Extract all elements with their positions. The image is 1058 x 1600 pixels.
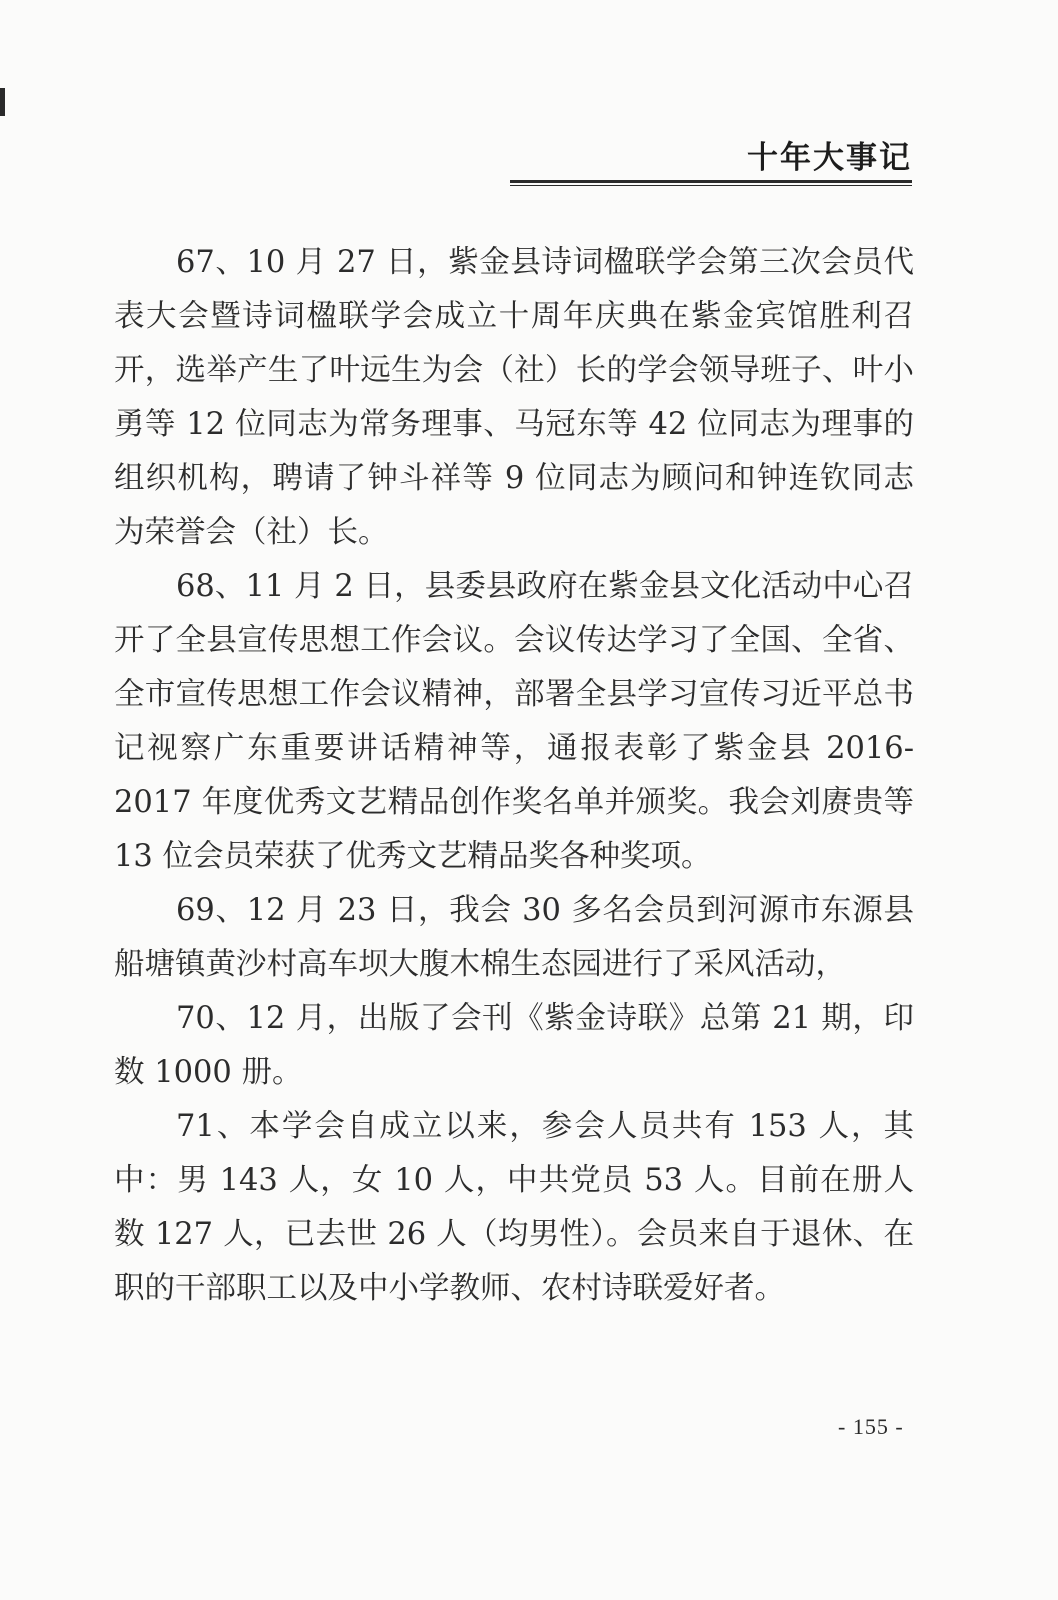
entry-71: 71、本学会自成立以来，参会人员共有 153 人，其中：男 143 人，女 10 人，中共党员 53 人。目前在册人数 127 人，已去世 26 人（均男性）。会员来自于退休、在职的干部职工以及中小学教师、农村诗联爱好者。 — [114, 1109, 914, 1306]
page-edge-mark — [0, 88, 5, 116]
header-rule — [510, 180, 912, 186]
entry-67: 67、10 月 27 日，紫金县诗词楹联学会第三次会员代表大会暨诗词楹联学会成立十周年庆典在紫金宾馆胜利召开，选举产生了叶远生为会（社）长的学会领导班子、叶小勇等 12 位同志为常务理事、马冠东等 42 位同志为理事的组织机构，聘请了钟斗祥等 9 位同志为顾问和钟连钦同志为荣誉会（社）长。 — [114, 245, 914, 550]
entry-68: 68、11 月 2 日，县委县政府在紫金县文化活动中心召开了全县宣传思想工作会议。会议传达学习了全国、全省、全市宣传思想工作会议精神，部署全县学习宣传习近平总书记视察广东重要讲话精神等，通报表彰了紫金县 2016-2017 年度优秀文艺精品创作奖名单并颁奖。我会刘赓贵等 13 位会员荣获了优秀文艺精品奖各种奖项。 — [114, 569, 914, 874]
chapter-title: 十年大事记 — [747, 140, 912, 176]
page-number: - 155 - — [838, 1414, 904, 1439]
entry-69: 69、12 月 23 日，我会 30 多名会员到河源市东源县船塘镇黄沙村高车坝大腹木棉生态园进行了采风活动， — [114, 893, 914, 982]
entry-70: 70、12 月，出版了会刊《紫金诗联》总第 21 期，印数 1000 册。 — [114, 1001, 914, 1090]
running-header — [510, 138, 912, 188]
body-text — [114, 236, 914, 1316]
